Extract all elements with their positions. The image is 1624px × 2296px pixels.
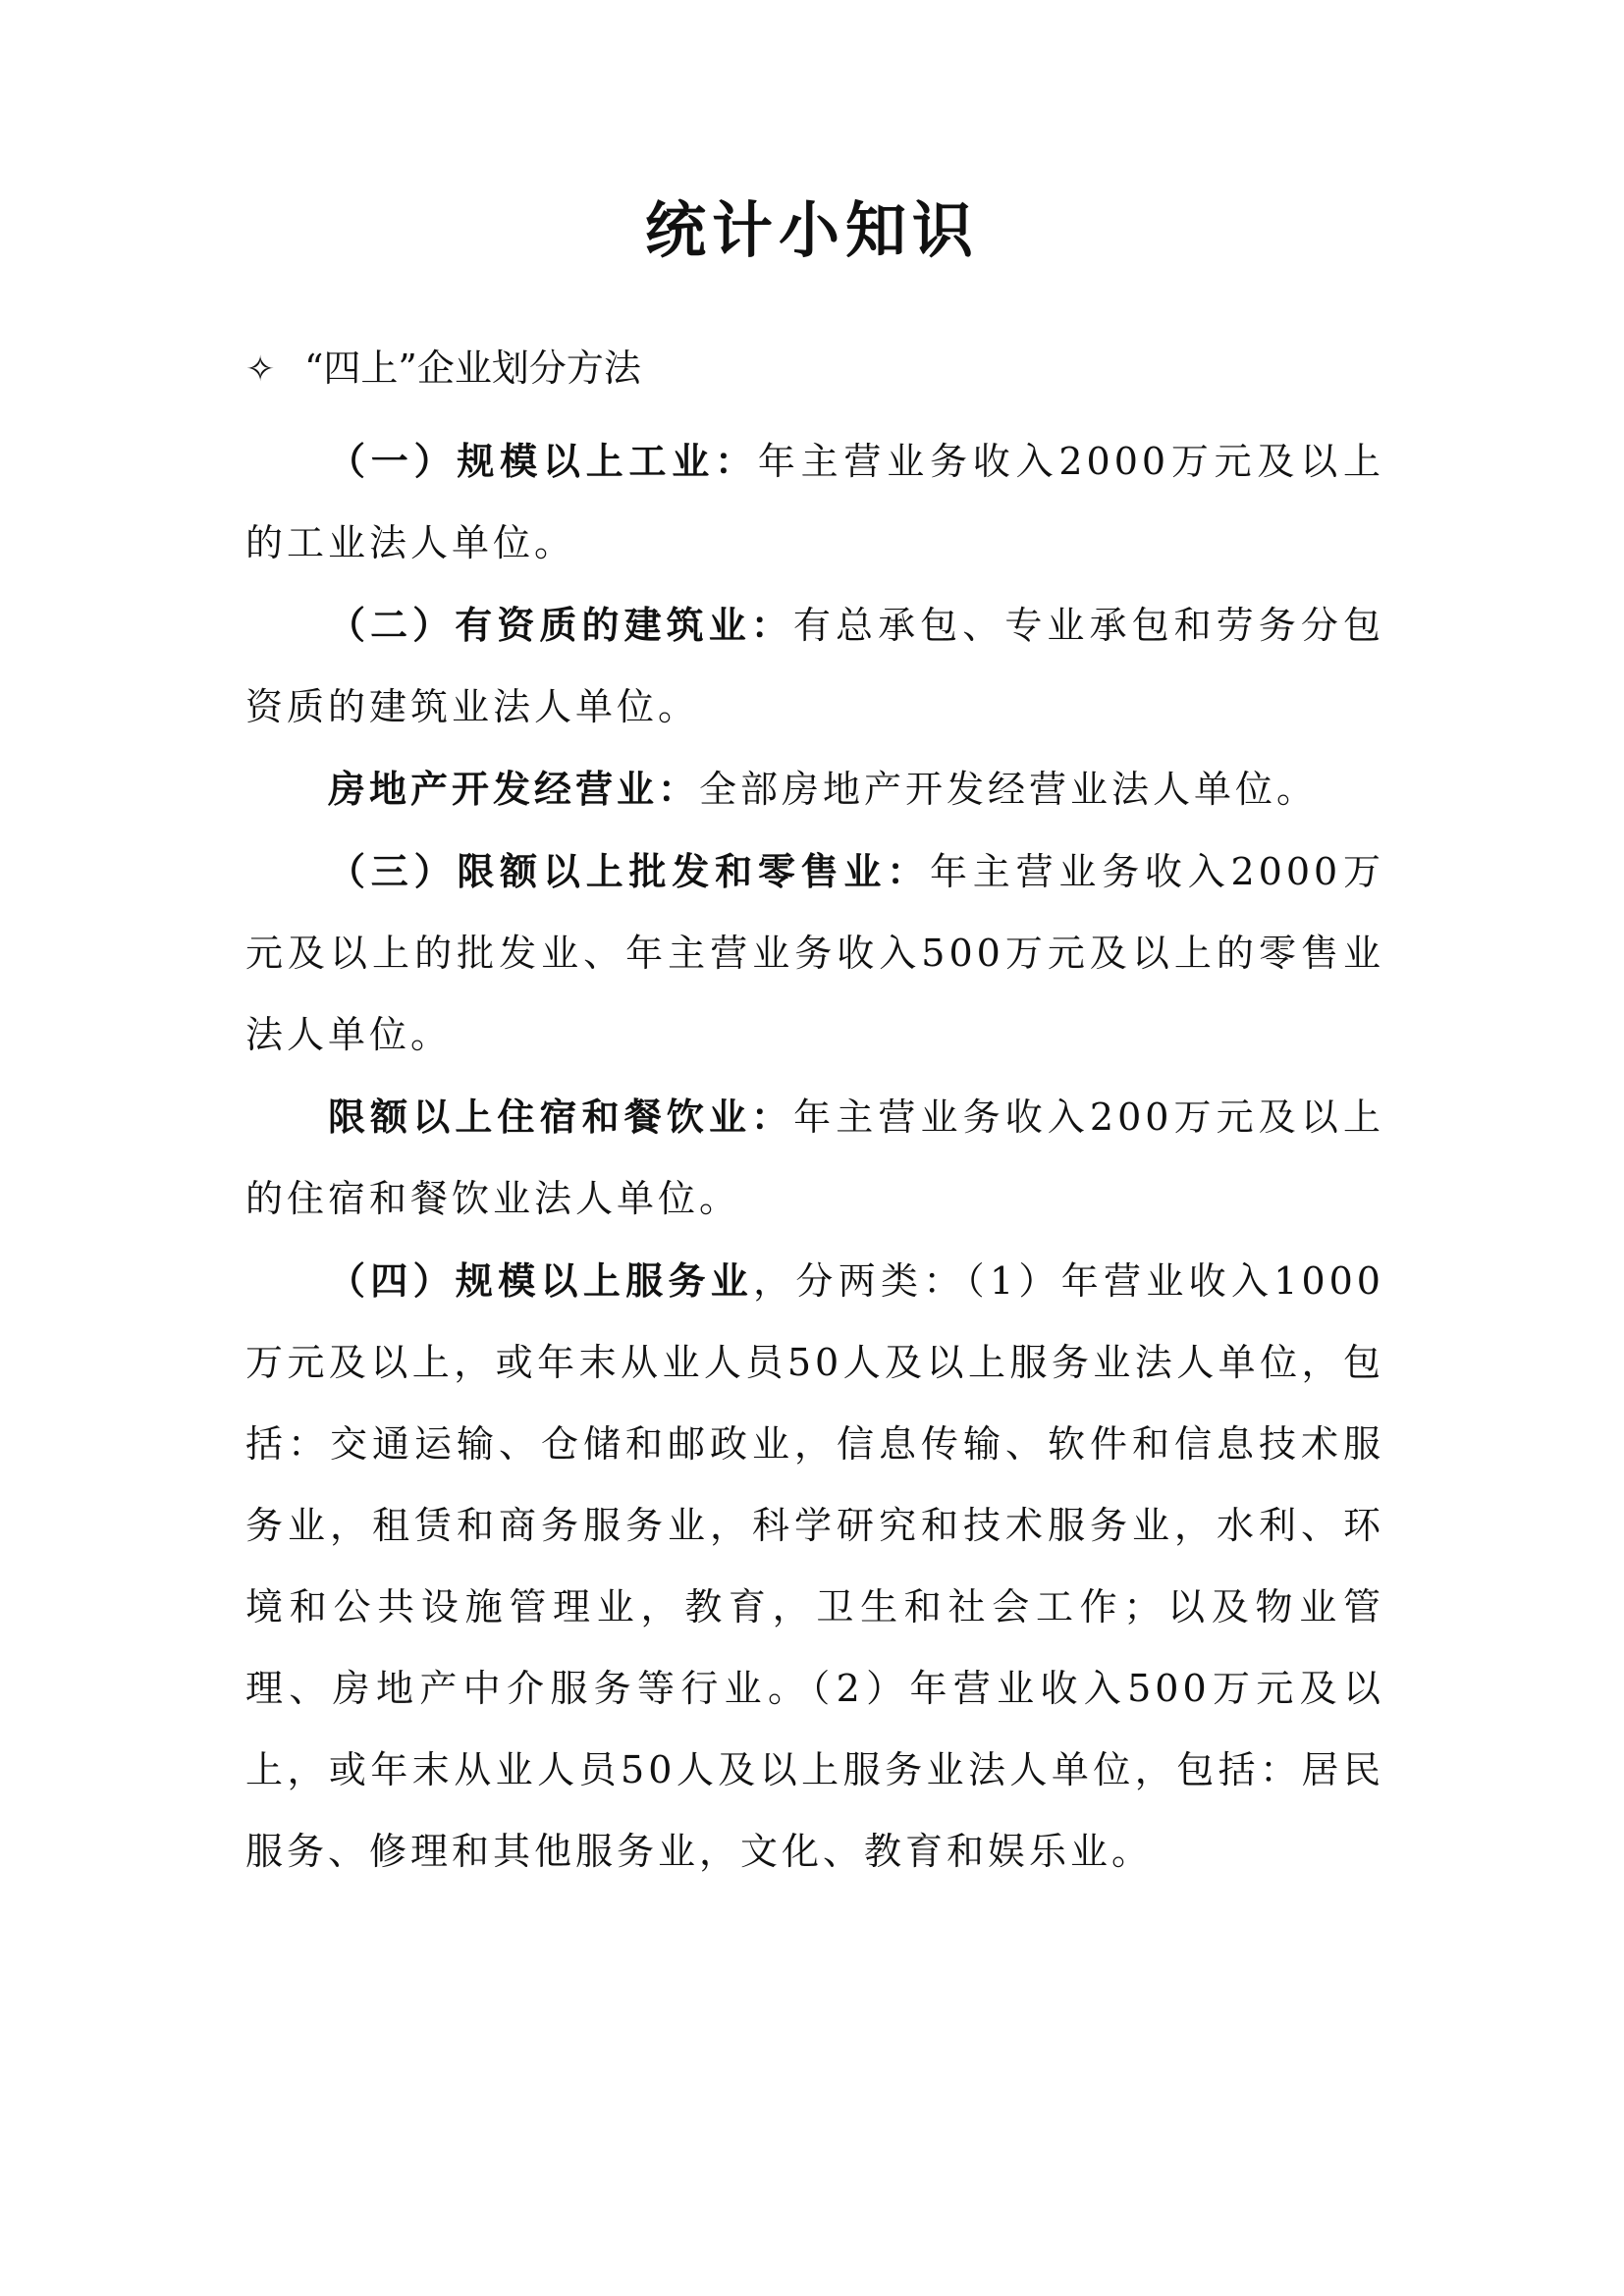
paragraph-services (245, 1240, 1384, 1893)
section-heading (245, 344, 641, 395)
paragraph-text: ，分两类：（1）年营业收入1000万元及以上，或年末从业人员50人及以上服务业法人单位，包括：交通运输、仓储和邮政业，信息传输、软件和信息技术服务业，租赁和商务服务业，科学研究和技术服务业，水利、环境和公共设施管理业，教育，卫生和社会工作；以及物业管理、房地产中介服务等行业。（2）年营业收入500万元及以上，或年末从业人员50人及以上服务业法人单位，包括：居民服务、修理和其他服务业，文化、教育和娱乐业。 (245, 1259, 1384, 1873)
document-body (245, 420, 1384, 1893)
paragraph-construction (245, 584, 1384, 748)
paragraph-text: 有总承包、专业承包和劳务分包资质的建筑业法人单位。 (245, 604, 1384, 728)
paragraph-lead: （一）规模以上工业： (328, 439, 758, 483)
section-heading-text: “四上”企业划分方法 (304, 347, 641, 390)
paragraph-lead: （三）限额以上批发和零售业： (328, 849, 930, 893)
paragraph-industry (245, 420, 1384, 584)
paragraph-accommodation-catering (245, 1076, 1384, 1240)
paragraph-lead: （二）有资质的建筑业： (328, 603, 793, 647)
page-title: 统计小知识 (644, 194, 979, 266)
paragraph-text: 年主营业务收入2000万元及以上的工业法人单位。 (245, 440, 1384, 564)
paragraph-text: 全部房地产开发经营业法人单位。 (699, 768, 1319, 811)
paragraph-lead: 限额以上住宿和餐饮业： (328, 1095, 794, 1139)
paragraph-lead: 房地产开发经营业： (328, 767, 700, 811)
four-pointed-star-icon: ✧ (245, 349, 276, 390)
paragraph-lead: （四）规模以上服务业 (328, 1258, 754, 1303)
paragraph-real-estate (245, 748, 1384, 830)
paragraph-wholesale-retail (245, 830, 1384, 1076)
paragraph-text: 年主营业务收入200万元及以上的住宿和餐饮业法人单位。 (245, 1095, 1384, 1220)
paragraph-text: 年主营业务收入2000万元及以上的批发业、年主营业务收入500万元及以上的零售业法人单位。 (245, 850, 1384, 1056)
